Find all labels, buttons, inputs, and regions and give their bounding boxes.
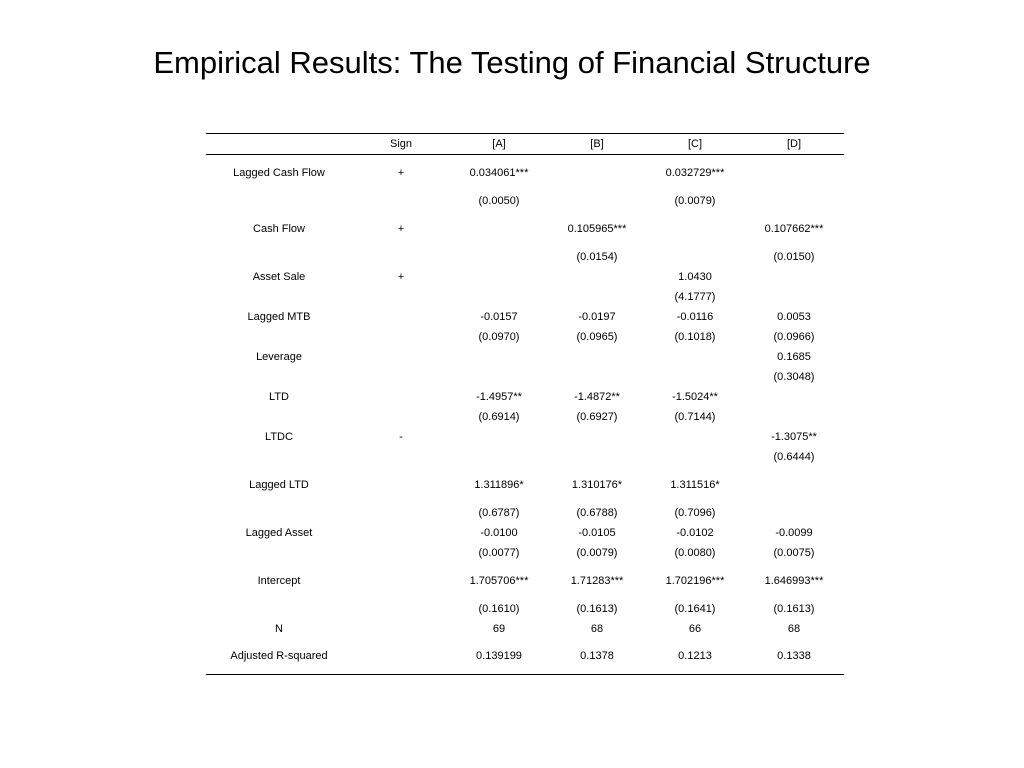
regression-results-table-container (206, 133, 844, 675)
sign-cell (352, 191, 450, 211)
coefficient-cell: (0.6444) (773, 450, 815, 463)
sign-cell (352, 387, 450, 407)
sign-cell (352, 619, 450, 639)
coefficient-cell: (0.0079) (576, 546, 618, 559)
variable-name-cell (206, 447, 352, 467)
coefficient-cell: 1.0430 (678, 270, 712, 283)
coefficient-cell: 1.311516* (670, 478, 720, 491)
coefficient-cell: (0.0050) (478, 194, 520, 207)
table-row-std-error (206, 447, 844, 467)
coefficient-cell: (0.7096) (674, 506, 716, 519)
table-row-std-error (206, 247, 844, 267)
coefficient-cell: 0.105965*** (567, 222, 627, 235)
coefficient-cell: (0.0970) (478, 330, 520, 343)
sign-cell (352, 523, 450, 543)
coefficient-cell: (0.6787) (478, 506, 520, 519)
variable-name-cell: Intercept (257, 574, 301, 587)
sign-cell (352, 327, 450, 347)
sign-cell (352, 367, 450, 387)
coefficient-cell: (0.0150) (773, 250, 815, 263)
coefficient-cell: 0.1338 (777, 650, 811, 663)
sign-cell (352, 407, 450, 427)
coefficient-cell: -0.0102 (676, 526, 714, 539)
sign-cell (352, 599, 450, 619)
variable-name-cell: Lagged MTB (247, 310, 311, 323)
sign-cell (352, 503, 450, 523)
sign-cell (352, 543, 450, 563)
table-row (206, 347, 844, 367)
table-row (206, 619, 844, 639)
table-row (206, 211, 844, 247)
coefficient-cell (450, 447, 548, 467)
table-row-std-error (206, 599, 844, 619)
table-row-std-error (206, 543, 844, 563)
coefficient-cell: 1.705706*** (469, 574, 529, 587)
coefficient-cell (548, 191, 646, 211)
variable-name-cell: LTDC (265, 430, 293, 443)
variable-name-cell (206, 287, 352, 307)
sign-cell (352, 563, 450, 599)
coefficient-cell: 0.1378 (580, 650, 614, 663)
sign-cell (352, 447, 450, 467)
coefficient-cell (744, 387, 844, 407)
coefficient-cell: 1.702196*** (665, 574, 725, 587)
table-body (206, 155, 844, 675)
coefficient-cell (450, 427, 548, 447)
coefficient-cell: (0.6914) (478, 410, 520, 423)
coefficient-cell (548, 155, 646, 191)
table-row-std-error (206, 367, 844, 387)
coefficient-cell (450, 287, 548, 307)
coefficient-cell (744, 503, 844, 523)
coefficient-cell: -1.5024** (672, 390, 718, 403)
coefficient-cell (744, 191, 844, 211)
header-cell-variable (206, 134, 352, 155)
variable-name-cell: Asset Sale (252, 270, 306, 283)
coefficient-cell: 66 (688, 622, 702, 635)
coefficient-cell (450, 367, 548, 387)
coefficient-cell: (0.0154) (576, 250, 618, 263)
coefficient-cell: (0.1610) (478, 602, 520, 615)
table-row (206, 563, 844, 599)
variable-name-cell: Lagged Cash Flow (233, 166, 325, 179)
variable-name-cell: Lagged Asset (245, 526, 313, 539)
coefficient-cell (646, 427, 744, 447)
coefficient-cell (548, 367, 646, 387)
coefficient-cell: (0.7144) (674, 410, 716, 423)
table-row (206, 267, 844, 287)
coefficient-cell: 1.646993*** (764, 574, 824, 587)
coefficient-cell: -0.0197 (578, 310, 616, 323)
coefficient-cell: 0.1685 (777, 350, 811, 363)
variable-name-cell: Cash Flow (253, 222, 305, 235)
coefficient-cell: 68 (590, 622, 604, 635)
coefficient-cell: (0.6927) (576, 410, 618, 423)
coefficient-cell: 0.032729*** (665, 166, 725, 179)
coefficient-cell: -0.0116 (676, 310, 714, 323)
coefficient-cell: 0.0053 (777, 310, 811, 323)
coefficient-cell: (0.1613) (576, 602, 618, 615)
variable-name-cell: Lagged LTD (249, 478, 309, 491)
variable-name-cell: N (275, 622, 283, 635)
coefficient-cell: (0.1641) (674, 602, 716, 615)
table-row (206, 639, 844, 675)
coefficient-cell (646, 447, 744, 467)
coefficient-cell (548, 267, 646, 287)
table-row-std-error (206, 327, 844, 347)
table-row (206, 467, 844, 503)
coefficient-cell: (0.0079) (674, 194, 716, 207)
table-row (206, 155, 844, 191)
variable-name-cell (206, 247, 352, 267)
coefficient-cell: 1.311896* (474, 478, 524, 491)
coefficient-cell: (0.1613) (773, 602, 815, 615)
sign-cell (352, 287, 450, 307)
coefficient-cell (548, 427, 646, 447)
coefficient-cell: -0.0099 (775, 526, 813, 539)
coefficient-cell (548, 347, 646, 367)
coefficient-cell: (0.0075) (773, 546, 815, 559)
coefficient-cell (646, 367, 744, 387)
table-header-row (206, 134, 844, 155)
coefficient-cell (548, 287, 646, 307)
coefficient-cell: (4.1777) (674, 290, 716, 303)
variable-name-cell: Adjusted R-squared (230, 650, 328, 663)
table-row (206, 307, 844, 327)
variable-name-cell: Leverage (256, 350, 302, 363)
coefficient-cell: -1.3075** (771, 430, 817, 443)
regression-results-table (206, 133, 844, 675)
sign-cell (352, 347, 450, 367)
coefficient-cell (646, 211, 744, 247)
sign-cell: + (397, 270, 405, 283)
coefficient-cell: -0.0105 (578, 526, 616, 539)
header-cell: [C] (687, 138, 703, 150)
coefficient-cell: 0.139199 (476, 650, 522, 663)
header-cell: [A] (492, 138, 506, 150)
coefficient-cell: (0.0077) (478, 546, 520, 559)
coefficient-cell: (0.3048) (773, 370, 815, 383)
coefficient-cell: 69 (492, 622, 506, 635)
variable-name-cell (206, 407, 352, 427)
coefficient-cell: (0.0080) (674, 546, 716, 559)
sign-cell: + (397, 166, 405, 179)
sign-cell: + (397, 222, 405, 235)
coefficient-cell (744, 155, 844, 191)
slide-title: Empirical Results: The Testing of Financial Structure (153, 44, 871, 80)
coefficient-cell (646, 347, 744, 367)
coefficient-cell: 0.034061*** (469, 166, 529, 179)
coefficient-cell: 1.310176* (571, 478, 623, 491)
table-row-std-error (206, 287, 844, 307)
coefficient-cell (548, 447, 646, 467)
sign-cell (352, 307, 450, 327)
coefficient-cell (450, 267, 548, 287)
sign-cell (352, 467, 450, 503)
sign-cell (352, 247, 450, 267)
table-row (206, 387, 844, 407)
coefficient-cell (744, 287, 844, 307)
coefficient-cell: 0.107662*** (764, 222, 824, 235)
coefficient-cell (450, 247, 548, 267)
table-row-std-error (206, 191, 844, 211)
coefficient-cell: 68 (787, 622, 801, 635)
coefficient-cell: 0.1213 (678, 650, 712, 663)
variable-name-cell (206, 367, 352, 387)
coefficient-cell (450, 211, 548, 247)
variable-name-cell (206, 599, 352, 619)
coefficient-cell: -1.4872** (574, 390, 620, 403)
sign-cell (352, 639, 450, 675)
header-cell: [D] (786, 138, 802, 150)
variable-name-cell: LTD (269, 390, 289, 403)
table-row-std-error (206, 407, 844, 427)
sign-cell: - (399, 430, 403, 443)
coefficient-cell (450, 347, 548, 367)
coefficient-cell (744, 267, 844, 287)
coefficient-cell: (0.1018) (674, 330, 716, 343)
variable-name-cell (206, 191, 352, 211)
header-cell: Sign (389, 138, 413, 150)
table-row (206, 523, 844, 543)
header-cell: [B] (590, 138, 604, 150)
coefficient-cell (744, 467, 844, 503)
coefficient-cell: 1.71283*** (570, 574, 624, 587)
variable-name-cell (206, 543, 352, 563)
table-row (206, 427, 844, 447)
coefficient-cell: -0.0100 (480, 526, 518, 539)
coefficient-cell: (0.6788) (576, 506, 618, 519)
coefficient-cell: (0.0966) (773, 330, 815, 343)
coefficient-cell: -0.0157 (480, 310, 518, 323)
variable-name-cell (206, 503, 352, 523)
variable-name-cell (206, 327, 352, 347)
coefficient-cell (646, 247, 744, 267)
coefficient-cell (744, 407, 844, 427)
coefficient-cell: -1.4957** (476, 390, 522, 403)
table-row-std-error (206, 503, 844, 523)
coefficient-cell: (0.0965) (576, 330, 618, 343)
